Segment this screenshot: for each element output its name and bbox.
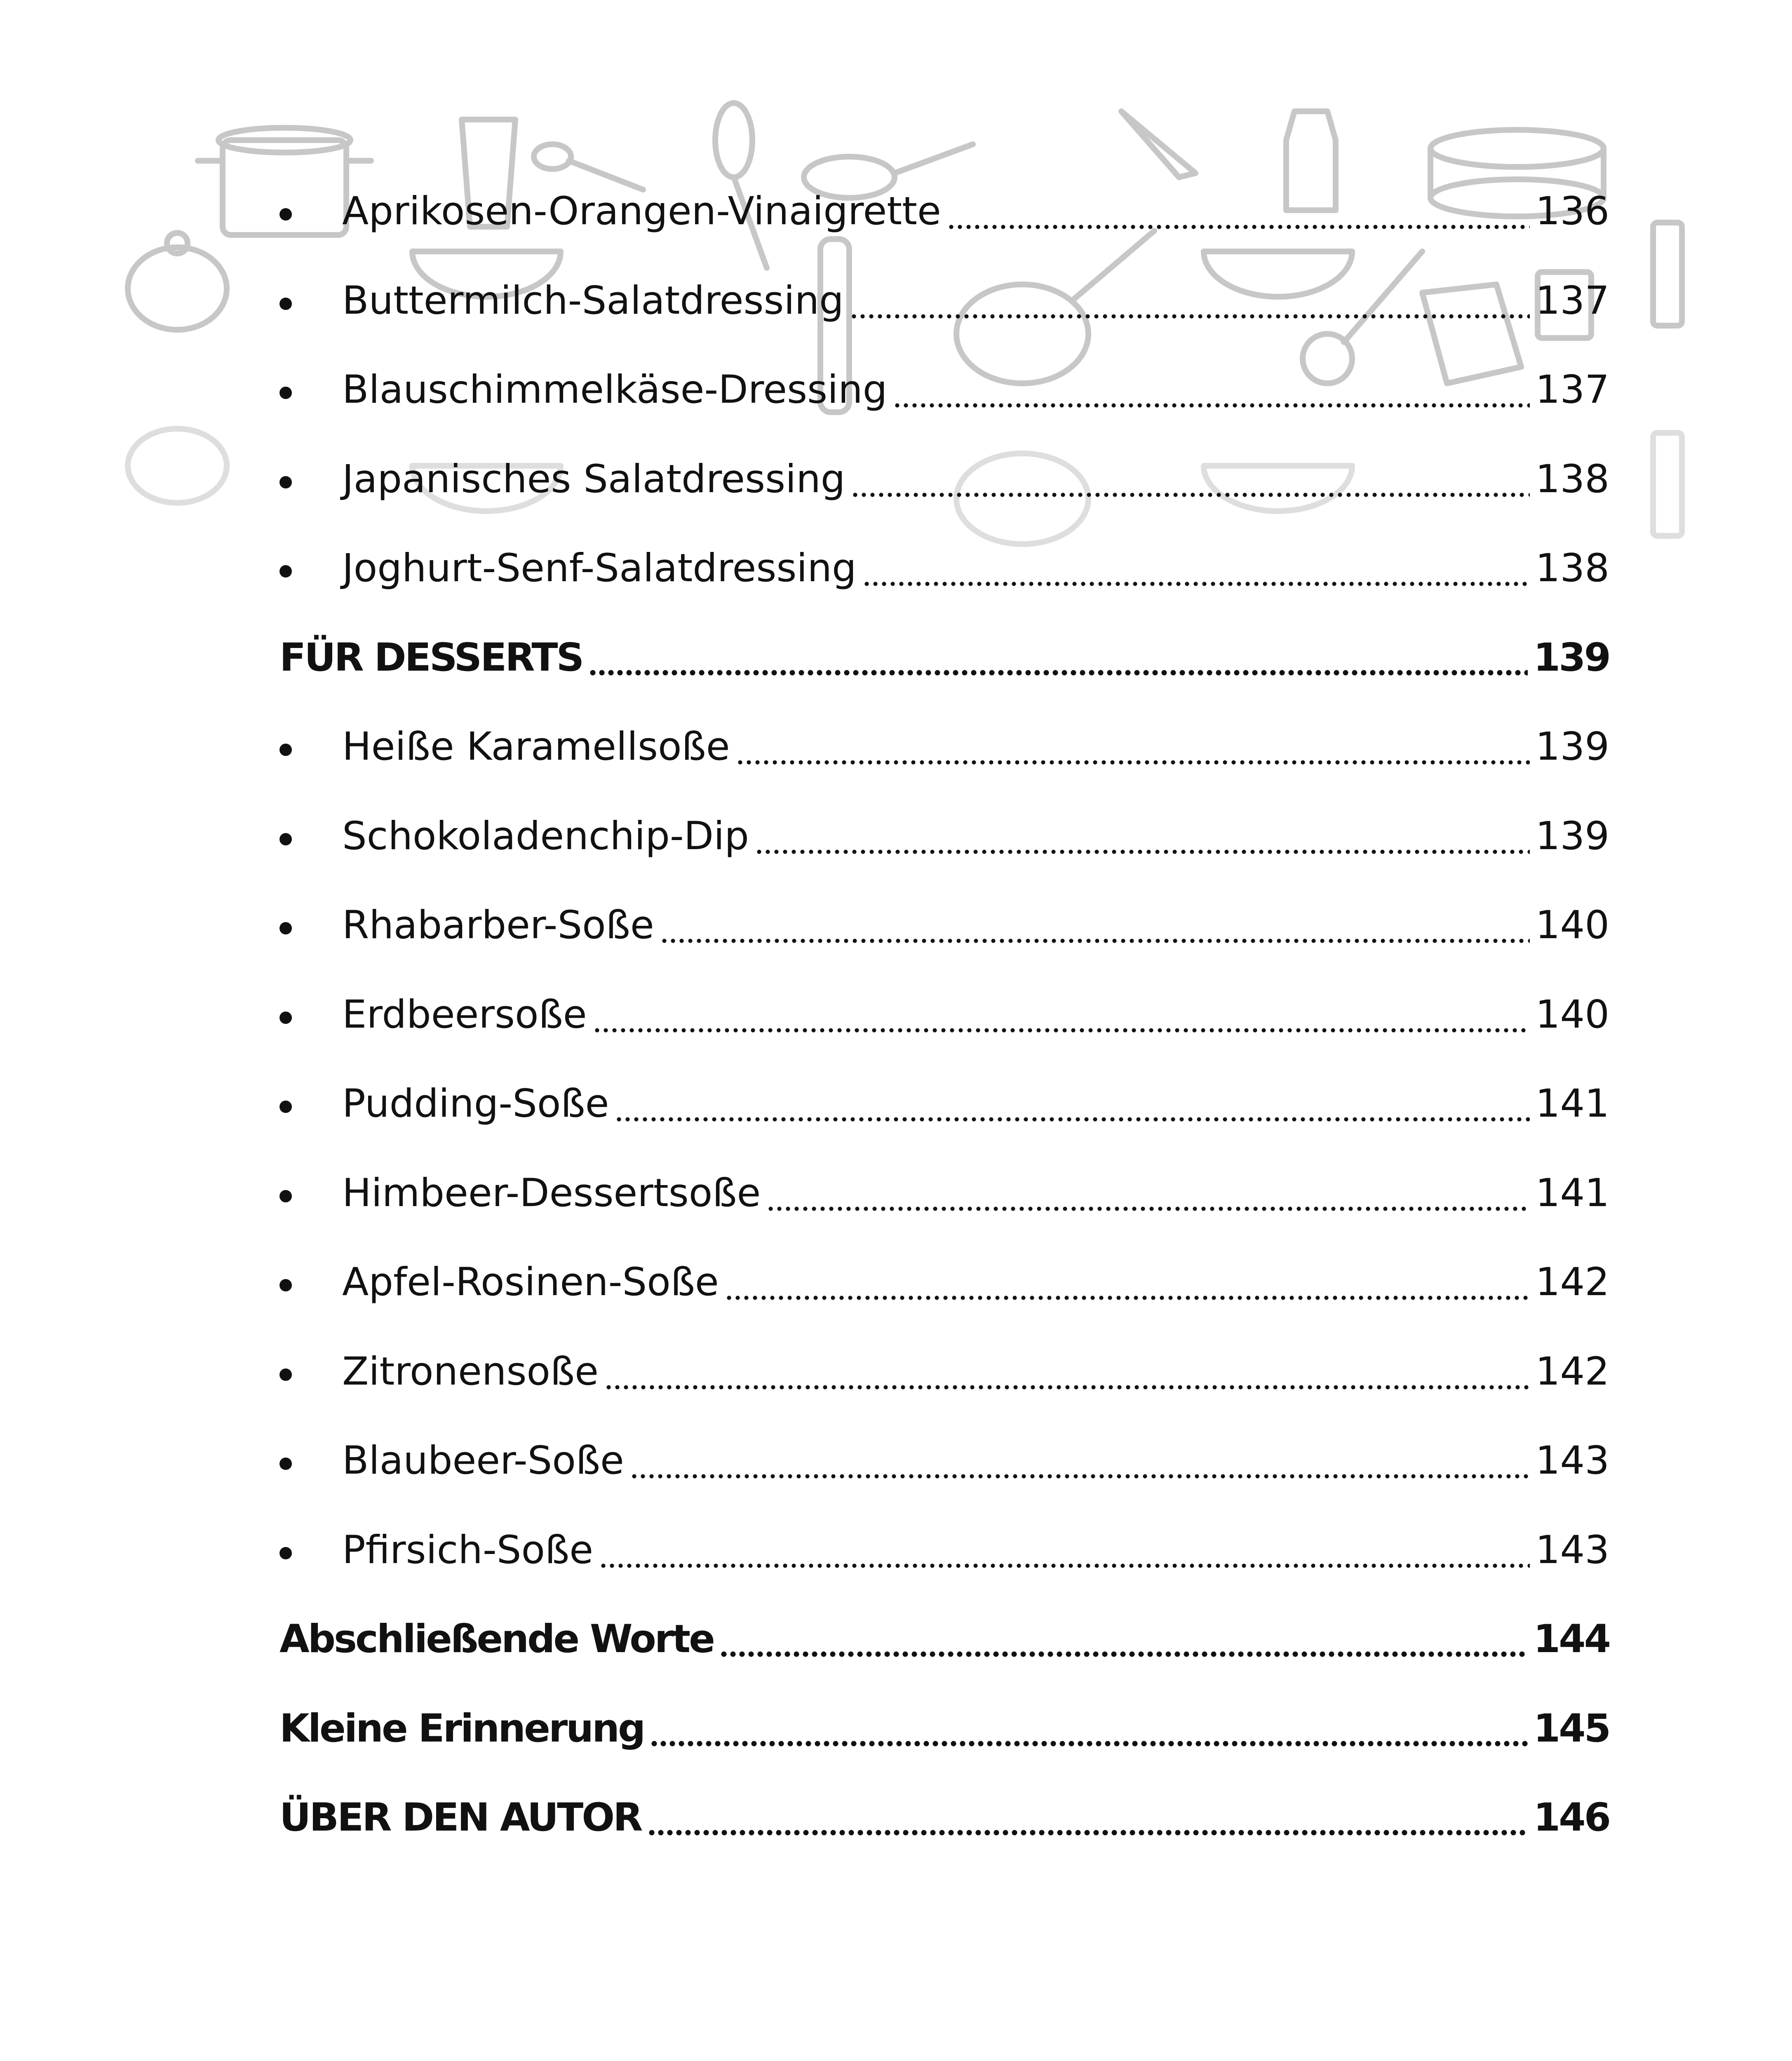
bullet-icon xyxy=(279,833,292,845)
toc-item-entry[interactable] xyxy=(279,792,1609,881)
bullet-icon xyxy=(279,476,292,488)
dot-leader xyxy=(630,1441,1530,1480)
toc-page-number: 143 xyxy=(1535,1438,1609,1484)
toc-item-entry[interactable] xyxy=(279,1059,1609,1149)
toc-entry-title: FÜR DESSERTS xyxy=(279,635,583,680)
table-of-contents xyxy=(279,167,1609,1863)
toc-entry-title: Aprikosen-Orangen-Vinaigrette xyxy=(342,189,941,234)
dot-leader xyxy=(647,1798,1528,1837)
dot-leader xyxy=(755,817,1530,856)
toc-page-number: 137 xyxy=(1535,278,1609,323)
bullet-icon xyxy=(279,1012,292,1024)
dot-leader xyxy=(862,549,1530,588)
bullet-icon xyxy=(279,1547,292,1559)
dot-leader xyxy=(947,192,1530,231)
toc-item-entry[interactable] xyxy=(279,435,1609,524)
toc-entry-title: Apfel-Rosinen-Soße xyxy=(342,1260,719,1305)
toc-page-number: 142 xyxy=(1535,1260,1609,1305)
dot-leader xyxy=(850,282,1530,320)
toc-item-entry[interactable] xyxy=(279,1327,1609,1417)
toc-page-number: 141 xyxy=(1535,1081,1609,1127)
dot-leader xyxy=(893,371,1529,409)
bullet-icon xyxy=(279,387,292,399)
dot-leader xyxy=(604,1352,1530,1391)
dot-leader xyxy=(599,1531,1530,1570)
bullet-icon xyxy=(279,565,292,577)
toc-entry-title: Abschließende Worte xyxy=(279,1617,714,1662)
bullet-icon xyxy=(279,298,292,310)
bullet-icon xyxy=(279,1190,292,1202)
toc-section-entry[interactable] xyxy=(279,1595,1609,1684)
toc-page-number: 138 xyxy=(1535,546,1609,591)
toc-item-entry[interactable] xyxy=(279,345,1609,435)
bullet-icon xyxy=(279,1101,292,1113)
bullet-icon xyxy=(279,1279,292,1291)
dot-leader xyxy=(593,995,1530,1034)
toc-item-entry[interactable] xyxy=(279,970,1609,1060)
toc-entry-title: Japanisches Salatdressing xyxy=(342,456,846,502)
toc-entry-title: Joghurt-Senf-Salatdressing xyxy=(342,546,857,591)
toc-section-entry[interactable] xyxy=(279,1773,1609,1863)
toc-entry-title: Schokoladenchip-Dip xyxy=(342,813,749,859)
toc-page-number: 137 xyxy=(1535,367,1609,413)
dot-leader xyxy=(766,1174,1529,1213)
toc-item-entry[interactable] xyxy=(279,1416,1609,1506)
toc-page-number: 140 xyxy=(1535,992,1609,1037)
toc-page-number: 144 xyxy=(1533,1617,1609,1662)
toc-entry-title: Himbeer-Dessertsoße xyxy=(342,1170,761,1216)
dot-leader xyxy=(650,1709,1527,1748)
toc-section-entry[interactable] xyxy=(279,1684,1609,1774)
toc-entry-title: Kleine Erinnerung xyxy=(279,1706,644,1751)
toc-item-entry[interactable] xyxy=(279,524,1609,613)
bullet-icon xyxy=(279,1458,292,1470)
toc-section-entry[interactable] xyxy=(279,613,1609,703)
dot-leader xyxy=(851,460,1529,499)
toc-item-entry[interactable] xyxy=(279,702,1609,792)
dot-leader xyxy=(736,728,1530,766)
toc-entry-title: Heiße Karamellsoße xyxy=(342,724,730,770)
toc-page-number: 139 xyxy=(1535,724,1609,770)
toc-entry-title: Erdbeersoße xyxy=(342,992,587,1037)
toc-page-number: 141 xyxy=(1535,1170,1609,1216)
toc-page-number: 145 xyxy=(1533,1706,1609,1751)
dot-leader xyxy=(588,638,1528,677)
toc-page-number: 143 xyxy=(1535,1527,1609,1573)
bullet-icon xyxy=(279,208,292,221)
toc-page-number: 138 xyxy=(1535,456,1609,502)
toc-entry-title: Rhabarber-Soße xyxy=(342,903,654,948)
toc-item-entry[interactable] xyxy=(279,1149,1609,1238)
toc-entry-title: Pfirsich-Soße xyxy=(342,1527,594,1573)
dot-leader xyxy=(725,1263,1530,1302)
bullet-icon xyxy=(279,1369,292,1381)
toc-page-number: 140 xyxy=(1535,903,1609,948)
toc-page-number: 142 xyxy=(1535,1349,1609,1394)
bullet-icon xyxy=(279,922,292,934)
toc-page-number: 136 xyxy=(1535,189,1609,234)
toc-entry-title: ÜBER DEN AUTOR xyxy=(279,1795,641,1840)
bullet-icon xyxy=(279,744,292,756)
toc-entry-title: Blauschimmelkäse-Dressing xyxy=(342,367,888,413)
toc-page-number: 146 xyxy=(1533,1795,1609,1840)
sugar-bowl-icon xyxy=(128,233,227,330)
dot-leader xyxy=(615,1084,1529,1123)
toc-entry-title: Pudding-Soße xyxy=(342,1081,609,1127)
toc-item-entry[interactable] xyxy=(279,1238,1609,1327)
toc-item-entry[interactable] xyxy=(279,881,1609,970)
toc-item-entry[interactable] xyxy=(279,167,1609,256)
toc-entry-title: Blaubeer-Soße xyxy=(342,1438,624,1484)
dot-leader xyxy=(660,906,1530,945)
toc-entry-title: Zitronensoße xyxy=(342,1349,599,1394)
dot-leader xyxy=(719,1620,1528,1659)
toc-item-entry[interactable] xyxy=(279,256,1609,346)
toc-page-number: 139 xyxy=(1535,813,1609,859)
grater-icon xyxy=(1653,223,1682,326)
toc-page-number: 139 xyxy=(1533,635,1609,680)
toc-item-entry[interactable] xyxy=(279,1506,1609,1595)
toc-entry-title: Buttermilch-Salatdressing xyxy=(342,278,844,323)
